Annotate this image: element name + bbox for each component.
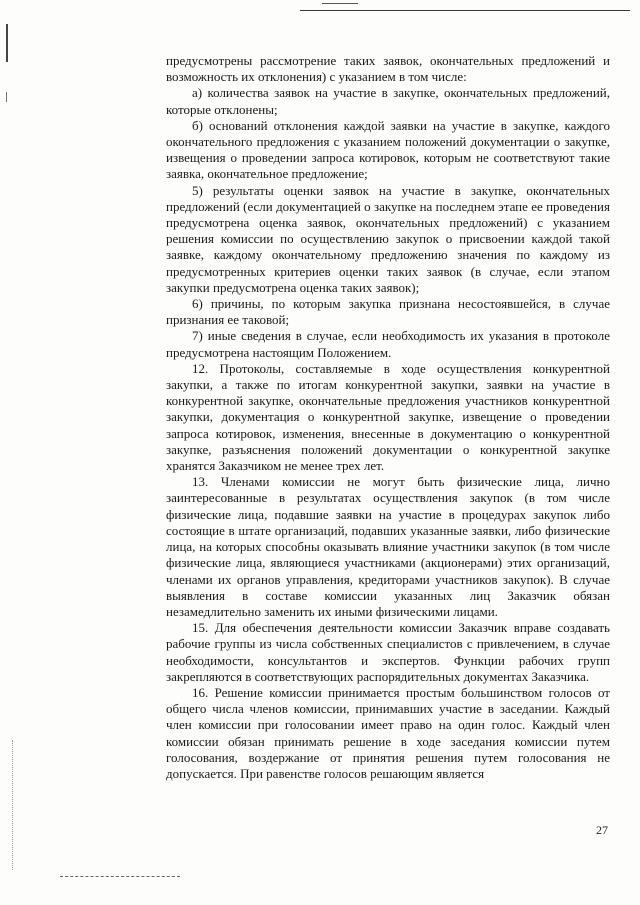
scan-artifact-top-mark bbox=[322, 3, 358, 4]
paragraph-p8: 15. Для обеспечения деятельности комиссии Заказчик вправе создавать рабочие группы из числа собственных специалистов с привлечением, в случае необходимости, консультантов и экспертов. Функции рабочих групп закрепляются в соответствующих распорядительных документах Заказчика. bbox=[166, 620, 610, 684]
document-body bbox=[166, 53, 610, 782]
paragraph-p7: 13. Членами комиссии не могут быть физические лица, лично заинтересованные в результатах осуществления закупок (в том числе физические лица, подавшие заявки на участие в процедурах закупок либо состоящие в штате организаций, подавших указанные заявки, либо физические лица, на которых способны оказывать влияние участники закупок (в том числе физические лица, являющиеся участниками (акционерами) этих организаций, членами их органов управления, кредиторами участников закупок). В случае выявления в составе комиссии указанных лиц Заказчик обязан незамедлительно заменить их иными физическими лицами. bbox=[166, 474, 610, 619]
scan-artifact-left-dotted bbox=[12, 740, 14, 870]
paragraph-p4: 6) причины, по которым закупка признана несостоявшейся, в случае признания ее таковой; bbox=[166, 296, 610, 328]
paragraph-p0: предусмотрены рассмотрение таких заявок, окончательных предложений и возможность их отклонения) с указанием в том числе: bbox=[166, 53, 610, 85]
scan-artifact-left-dot bbox=[6, 92, 7, 102]
scan-artifact-left-mark bbox=[6, 24, 8, 62]
page-number: 27 bbox=[596, 823, 608, 837]
paragraph-p2: б) оснований отклонения каждой заявки на участие в закупке, каждого окончательного предложения с указанием положений документации о закупке, извещения о проведении запроса котировок, которым не соответствуют такие заявка, окончательное предложение; bbox=[166, 117, 610, 182]
paragraph-p6: 12. Протоколы, составляемые в ходе осуществления конкурентной закупки, а также по итогам конкурентной закупки, заявки на участие в конкурентной закупке, окончательные предложения участников конкурентной закупки, документация о конкурентной закупке, извещение о проведении запроса котировок, изменения, внесенные в документацию о конкурентной закупке, разъяснения положений документации о конкурентной закупке хранятся Заказчиком не менее трех лет. bbox=[166, 360, 610, 474]
paragraph-p9: 16. Решение комиссии принимается простым большинством голосов от общего числа членов комиссии, принимавших участие в заседании. Каждый член комиссии при голосовании имеет право на один голос. Каждый член комиссии обязан принимать решение в ходе заседания комиссии путем голосования, воздержание от принятия решения путем голосования не допускается. При равенстве голосов решающим является bbox=[166, 684, 610, 781]
paragraph-p3: 5) результаты оценки заявок на участие в закупке, окончательных предложений (если документацией о закупке на последнем этапе ее проведения предусмотрена оценка заявок, окончательных предложений) с указанием решения комиссии по осуществлению закупок о присвоении каждой такой заявке, каждому окончательному предложению значения по каждому из предусмотренных критериев оценки таких заявок (в случае, если этапом закупки предусмотрена оценка таких заявок); bbox=[166, 182, 610, 295]
paragraph-p5: 7) иные сведения в случае, если необходимость их указания в протоколе предусмотрена настоящим Положением. bbox=[166, 328, 610, 360]
paragraph-p1: а) количества заявок на участие в закупке, окончательных предложений, которые отклонены; bbox=[166, 85, 610, 117]
scan-artifact-bottom-dashes bbox=[60, 876, 180, 878]
scan-artifact-top-line bbox=[300, 10, 630, 11]
